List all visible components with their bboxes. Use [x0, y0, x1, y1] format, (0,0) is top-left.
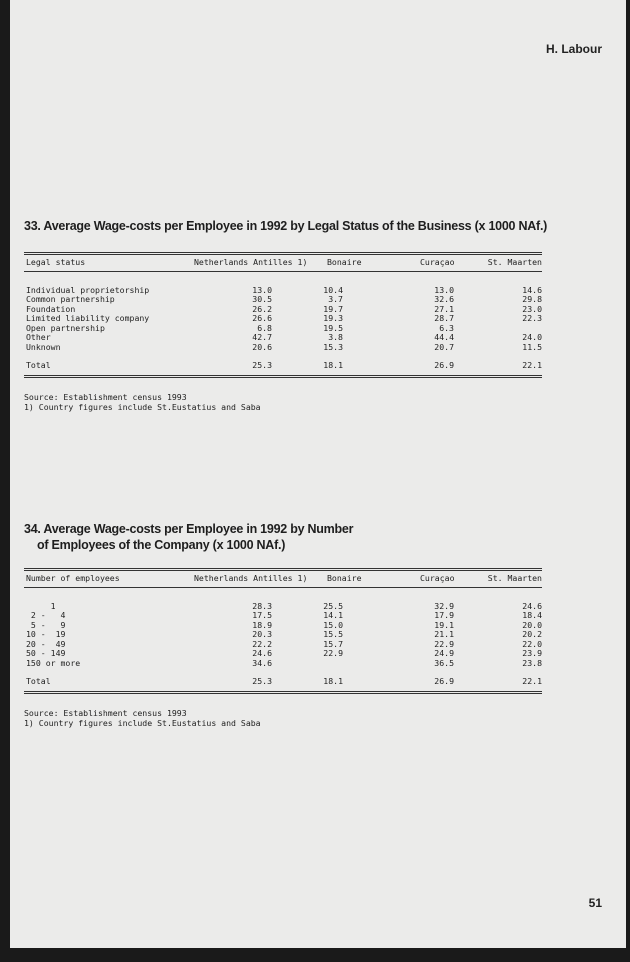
table-cell: 22.0: [522, 638, 542, 649]
table-cell: 28.7: [434, 313, 454, 323]
table-cell: 24.6: [252, 648, 272, 658]
table-cell: 24.6: [522, 600, 542, 611]
table-cell: 13.0: [434, 284, 454, 295]
table-cell: 11.5: [522, 341, 542, 352]
table-cell: 24.9: [434, 648, 454, 658]
column-header: Bonaire: [327, 257, 362, 267]
table-cell: 17.9: [434, 610, 454, 620]
table-cell: 6.8: [257, 322, 272, 333]
table-cell: 6.3: [439, 322, 454, 333]
table-row: [24, 295, 542, 305]
document-page: [10, 0, 626, 948]
total-cell: 18.1: [323, 360, 343, 370]
table-row: [24, 659, 542, 669]
table-cell: 22.3: [522, 313, 542, 323]
page-number: 51: [588, 896, 602, 910]
table-cell: 3.7: [328, 294, 343, 304]
table-cell: 15.3: [323, 341, 343, 352]
column-header: Netherlands Antilles 1): [194, 257, 308, 267]
table-cell: 44.4: [434, 332, 454, 342]
table-cell: 36.5: [434, 657, 454, 668]
total-cell: 18.1: [323, 676, 343, 686]
row-label: 10 - 19: [26, 629, 66, 639]
row-label: Open partnership: [26, 322, 105, 333]
table-cell: 3.8: [328, 332, 343, 342]
table-34-title: [24, 521, 353, 553]
table-row: [24, 602, 542, 612]
table-rule-thin: [24, 587, 542, 588]
footnote: 1) Country figures include St.Eustatius and Saba: [24, 717, 261, 728]
source-note: Source: Establishment census 1993: [24, 707, 187, 718]
table-cell: 19.7: [323, 303, 343, 314]
table-cell: 20.6: [252, 341, 272, 352]
table-cell: 28.3: [252, 600, 272, 611]
table-row: [24, 640, 542, 650]
table-cell: 25.5: [323, 600, 343, 611]
table-row: [24, 333, 542, 343]
total-cell: 26.9: [434, 676, 454, 686]
table-cell: 20.2: [522, 629, 542, 639]
table-cell: 42.7: [252, 332, 272, 342]
table-cell: 18.4: [522, 610, 542, 620]
row-label: 150 or more: [26, 657, 81, 668]
table-cell: 29.8: [522, 294, 542, 304]
table-row: [24, 343, 542, 353]
row-label: Unknown: [26, 341, 61, 352]
table-header-row: [24, 574, 542, 584]
row-label: 5 - 9: [26, 619, 66, 630]
table-34-title-line2: of Employees of the Company (x 1000 NAf.): [37, 538, 286, 552]
table-cell: 23.9: [522, 648, 542, 658]
row-label: Foundation: [26, 303, 76, 314]
total-label: Total: [26, 676, 51, 686]
table-row: [24, 630, 542, 640]
row-label: Common partnership: [26, 294, 115, 304]
table-cell: 22.9: [323, 648, 343, 658]
table-cell: 14.1: [323, 610, 343, 620]
table-row: [24, 611, 542, 621]
table-34: [24, 568, 542, 728]
table-cell: 24.0: [522, 332, 542, 342]
table-cell: 18.9: [252, 619, 272, 630]
column-header: St. Maarten: [487, 257, 542, 267]
table-cell: 15.7: [323, 638, 343, 649]
table-rule: [24, 568, 542, 571]
table-cell: 17.5: [252, 610, 272, 620]
table-cell: 22.2: [252, 638, 272, 649]
table-cell: 26.6: [252, 313, 272, 323]
table-cell: 23.0: [522, 303, 542, 314]
table-rule: [24, 375, 542, 378]
total-label: Total: [26, 360, 51, 370]
table-cell: 20.3: [252, 629, 272, 639]
table-cell: 19.3: [323, 313, 343, 323]
table-row: [24, 649, 542, 659]
total-cell: 25.3: [252, 676, 272, 686]
row-label: Limited liability company: [26, 313, 150, 323]
table-row: [24, 324, 542, 334]
table-cell: 30.5: [252, 294, 272, 304]
total-cell: 26.9: [434, 360, 454, 370]
column-header: Number of employees: [26, 573, 120, 583]
table-cell: 32.6: [434, 294, 454, 304]
row-label: 1: [26, 600, 56, 611]
spacer: [24, 668, 542, 677]
running-header: H. Labour: [546, 42, 602, 56]
table-cell: 27.1: [434, 303, 454, 314]
table-cell: 14.6: [522, 284, 542, 295]
table-cell: 19.1: [434, 619, 454, 630]
table-cell: 19.5: [323, 322, 343, 333]
table-header-row: [24, 258, 542, 268]
row-label: Individual proprietorship: [26, 284, 150, 295]
source-note: Source: Establishment census 1993: [24, 391, 187, 402]
row-label: 50 - 149: [26, 648, 66, 658]
table-row: [24, 621, 542, 631]
table-33: [24, 252, 542, 412]
column-header: Bonaire: [327, 573, 362, 583]
table-cell: 13.0: [252, 284, 272, 295]
row-label: 2 - 4: [26, 610, 66, 620]
table-cell: 15.0: [323, 619, 343, 630]
table-cell: 34.6: [252, 657, 272, 668]
table-cell: 26.2: [252, 303, 272, 314]
row-label: 20 - 49: [26, 638, 66, 649]
total-cell: 22.1: [522, 676, 542, 686]
table-cell: 20.7: [434, 341, 454, 352]
spacer: [24, 352, 542, 361]
table-cell: 32.9: [434, 600, 454, 611]
table-cell: 20.0: [522, 619, 542, 630]
total-row: [24, 361, 542, 371]
table-cell: 10.4: [323, 284, 343, 295]
row-label: Other: [26, 332, 51, 342]
footnote: 1) Country figures include St.Eustatius and Saba: [24, 401, 261, 412]
column-header: Legal status: [26, 257, 86, 267]
table-33-title: 33. Average Wage-costs per Employee in 1992 by Legal Status of the Business (x 1000 NAf.): [24, 219, 548, 233]
column-header: Netherlands Antilles 1): [194, 573, 308, 583]
table-cell: 21.1: [434, 629, 454, 639]
column-header: St. Maarten: [487, 573, 542, 583]
column-header: Curaçao: [420, 573, 455, 583]
total-row: [24, 677, 542, 687]
column-header: Curaçao: [420, 257, 455, 267]
table-cell: 23.8: [522, 657, 542, 668]
total-cell: 25.3: [252, 360, 272, 370]
table-cell: 15.5: [323, 629, 343, 639]
table-34-title-line1: 34. Average Wage-costs per Employee in 1992 by Number: [24, 522, 354, 536]
table-cell: 22.9: [434, 638, 454, 649]
table-rule: [24, 691, 542, 694]
table-rule-thin: [24, 271, 542, 272]
table-rule: [24, 252, 542, 255]
total-cell: 22.1: [522, 360, 542, 370]
